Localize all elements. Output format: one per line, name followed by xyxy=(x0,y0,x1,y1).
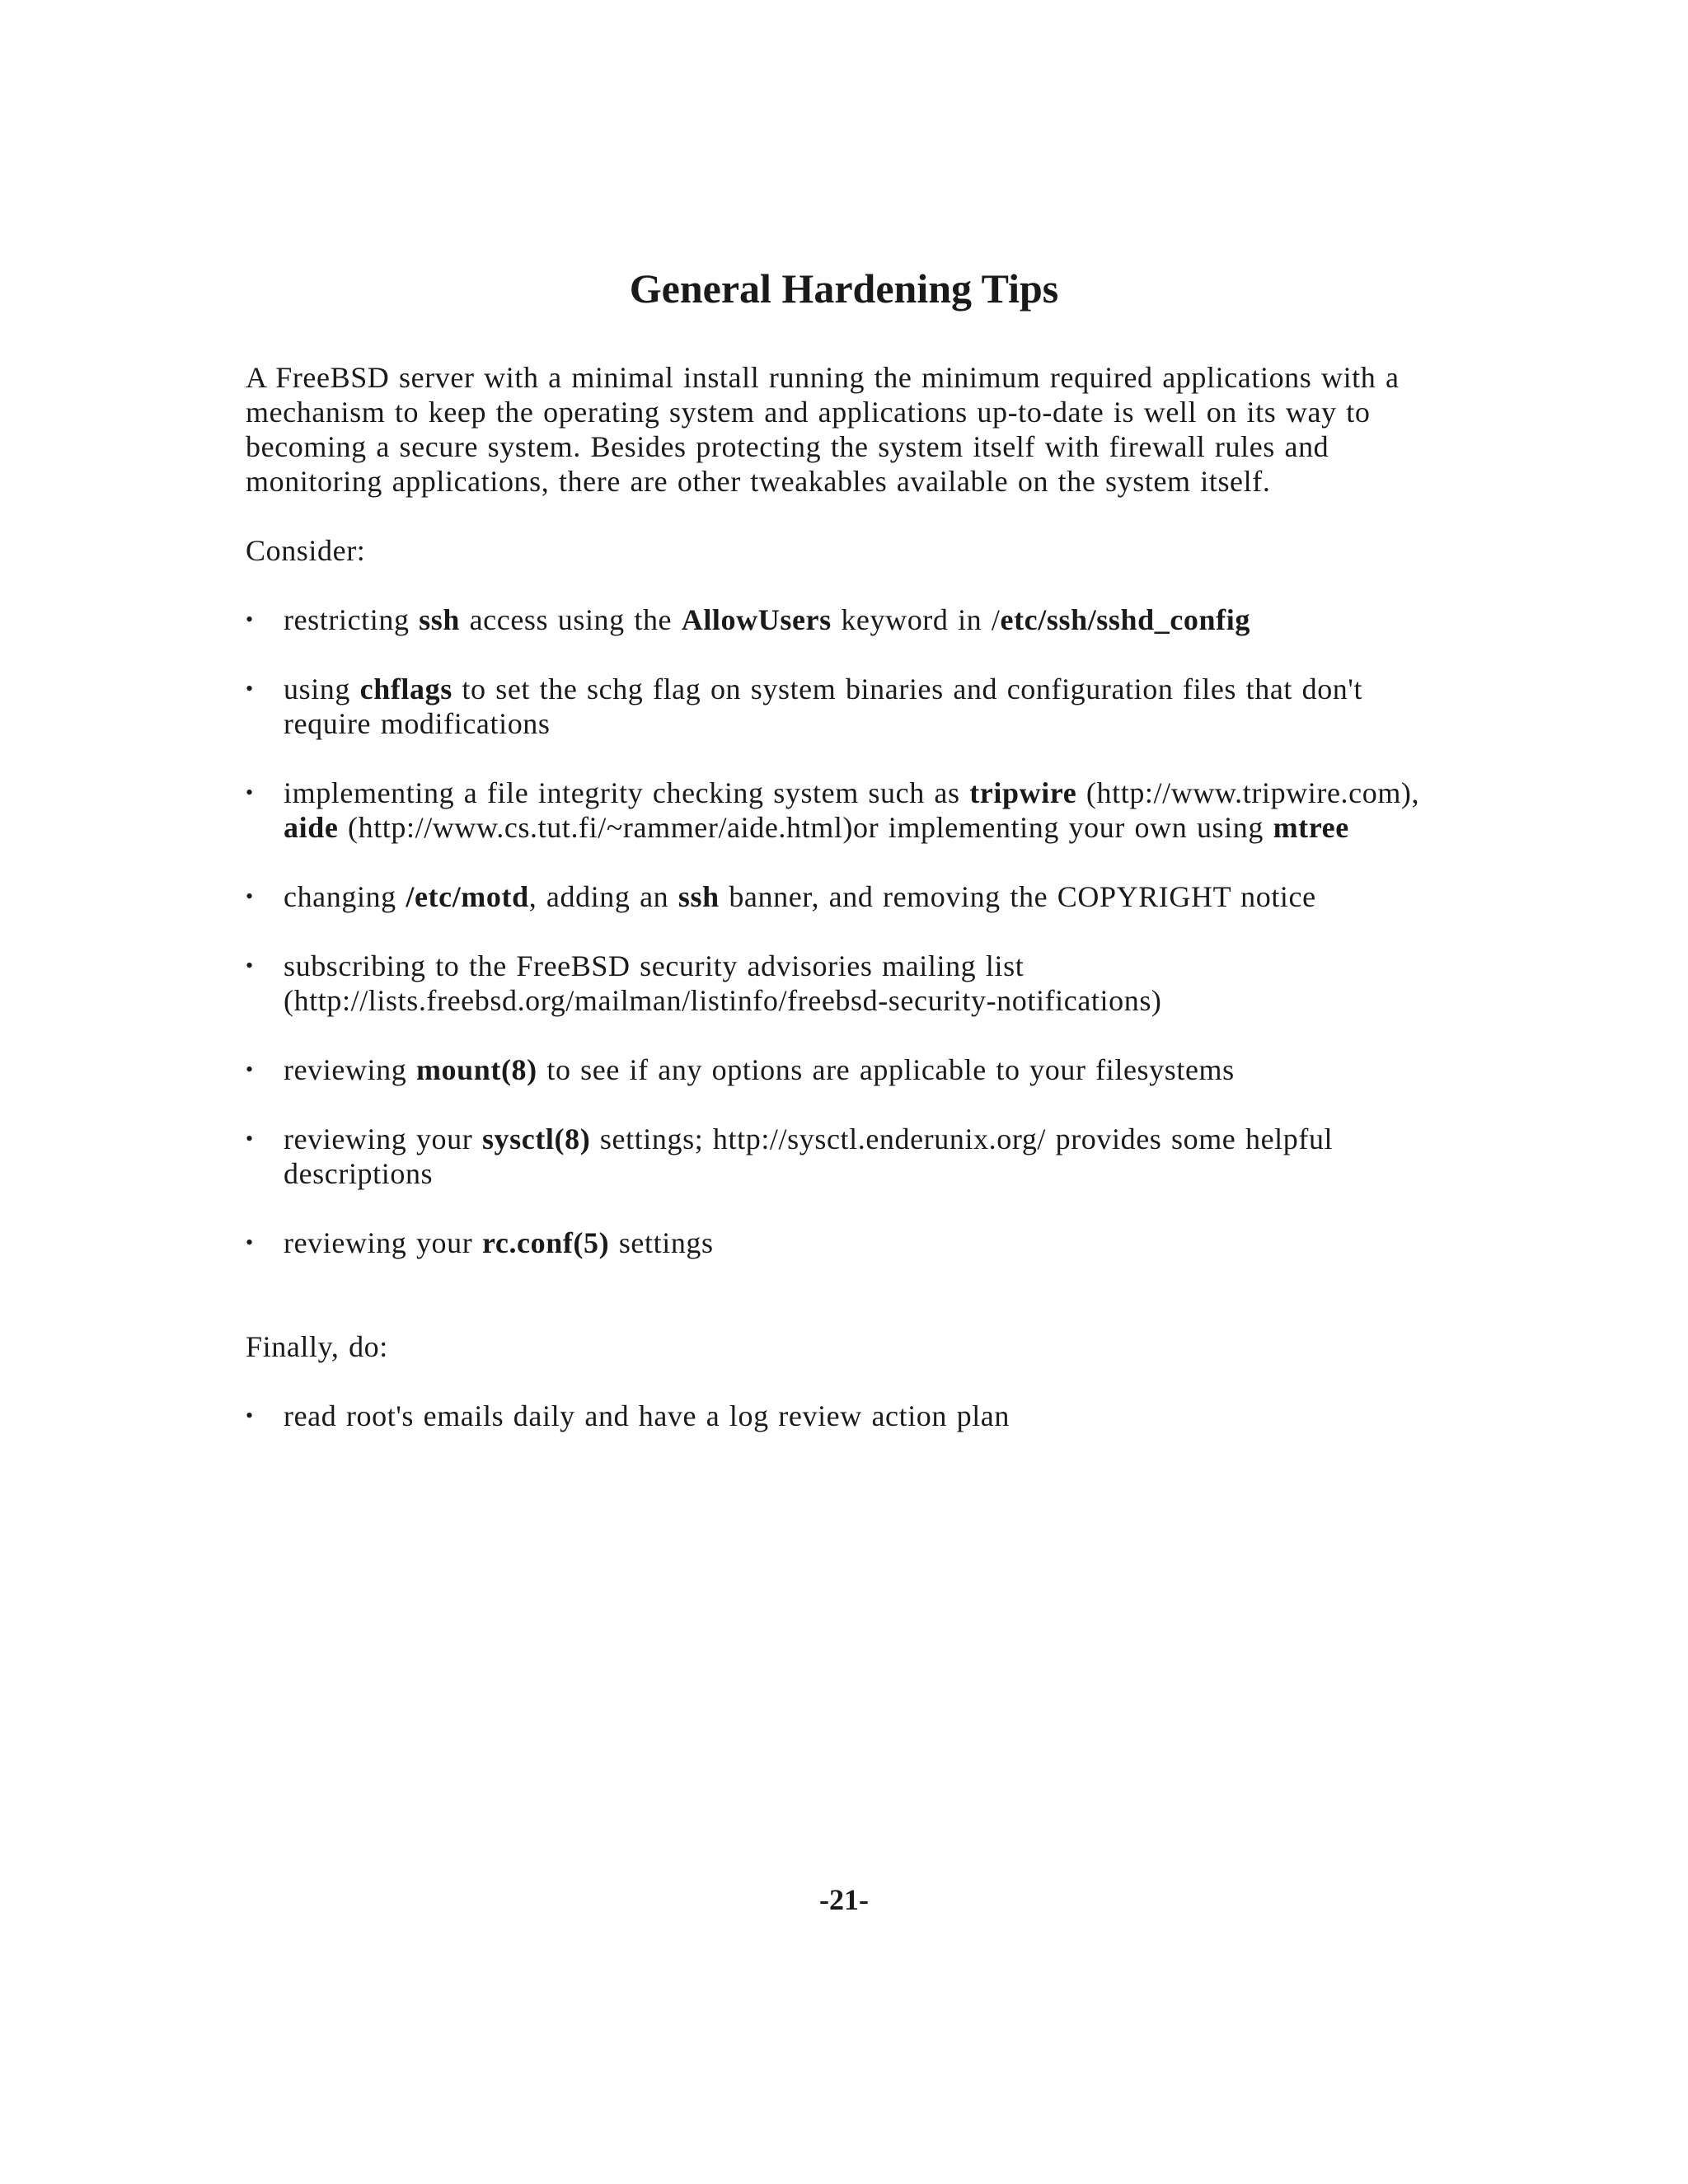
item-text: restricting xyxy=(284,603,420,636)
item-bold-text: /etc/motd xyxy=(406,880,529,913)
list-item xyxy=(246,672,1457,741)
item-bold-text: chflags xyxy=(359,673,452,705)
item-text: settings; http://sysctl.enderunix.org/ provides some helpful descriptions xyxy=(284,1122,1334,1190)
list-item xyxy=(246,949,1457,1018)
item-text: (http://www.cs.tut.fi/~rammer/aide.html)or implementing your own using xyxy=(338,811,1273,844)
item-bold-text: ssh xyxy=(419,603,460,636)
item-text: to see if any options are applicable to your filesystems xyxy=(537,1053,1235,1086)
bullet-icon: • xyxy=(246,954,254,977)
consider-label: Consider: xyxy=(246,534,366,567)
list-item xyxy=(246,1052,1457,1087)
bullet-icon: • xyxy=(246,1057,254,1081)
consider-list xyxy=(246,602,1457,1260)
item-text: , adding an xyxy=(528,880,678,913)
page-content xyxy=(246,360,1457,1433)
item-text: using xyxy=(284,673,360,705)
item-text: changing xyxy=(284,880,406,913)
list-item xyxy=(246,776,1457,845)
intro-paragraph: A FreeBSD server with a minimal install running the minimum required applications with a mechanism to keep the operating system and applications up-to-date is well on its way to becoming a secure system. Besides protecting the system itself with firewall rules and monitoring applications, there are other tweakables available on the system itself. xyxy=(246,361,1400,498)
item-bold-text: ssh xyxy=(678,880,720,913)
bullet-icon: • xyxy=(246,780,254,804)
item-text: to set the schg flag on system binaries and configuration files that don't require modifications xyxy=(284,673,1363,740)
item-text: keyword in / xyxy=(831,603,1001,636)
item-text: reviewing your xyxy=(284,1226,482,1259)
bullet-icon: • xyxy=(246,884,254,908)
item-text: reviewing xyxy=(284,1053,416,1086)
bullet-icon: • xyxy=(246,607,254,631)
item-text: reviewing your xyxy=(284,1122,482,1155)
bullet-icon: • xyxy=(246,1230,254,1254)
page-title: General Hardening Tips xyxy=(629,265,1059,312)
item-bold-text: aide xyxy=(284,811,339,844)
list-item xyxy=(246,602,1457,637)
item-text: subscribing to the FreeBSD security advisories mailing list (http://lists.freebsd.org/mailman/listinfo/freebsd-security-notifications) xyxy=(284,949,1162,1017)
item-bold-text: etc/ssh/sshd_config xyxy=(1000,603,1250,636)
finally-label: Finally, do: xyxy=(246,1330,388,1363)
page-number: -21- xyxy=(819,1883,869,1916)
item-text: (http://www.tripwire.com), xyxy=(1076,776,1420,809)
list-item xyxy=(246,1122,1457,1191)
finally-list xyxy=(246,1399,1457,1433)
item-bold-text: sysctl(8) xyxy=(481,1122,591,1155)
item-bold-text: AllowUsers xyxy=(681,603,832,636)
item-bold-text: mount(8) xyxy=(415,1053,537,1086)
bullet-icon: • xyxy=(246,677,254,701)
list-item xyxy=(246,879,1457,914)
item-bold-text: mtree xyxy=(1273,811,1349,844)
list-item xyxy=(246,1226,1457,1260)
item-text: implementing a file integrity checking system such as xyxy=(284,776,970,809)
item-bold-text: rc.conf(5) xyxy=(481,1226,610,1259)
item-bold-text: tripwire xyxy=(969,776,1077,809)
item-text: banner, and removing the COPYRIGHT notice xyxy=(719,880,1316,913)
item-text: settings xyxy=(609,1226,714,1259)
bullet-icon: • xyxy=(246,1127,254,1151)
list-item xyxy=(246,1399,1457,1433)
item-text: access using the xyxy=(460,603,682,636)
bullet-icon: • xyxy=(246,1404,254,1427)
item-text: read root's emails daily and have a log review action plan xyxy=(284,1399,1010,1432)
